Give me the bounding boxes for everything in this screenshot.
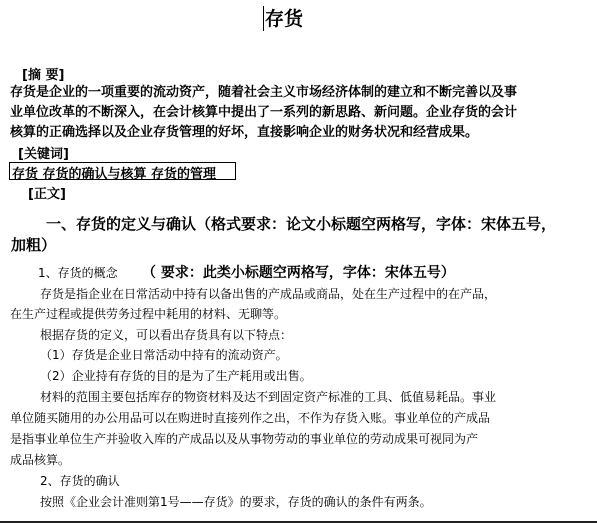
- subheading-requirement: （ 要求：此类小标题空两格写，字体：宋体五号）: [142, 265, 455, 281]
- body-heading: [正文]: [28, 187, 66, 202]
- section-heading-line-2: 加粗）: [11, 236, 57, 254]
- para-line-2: 在生产过程或提供劳务过程中耗用的材料、无聊等。: [10, 307, 287, 321]
- abstract-heading: [摘 要]: [22, 68, 65, 83]
- text-cursor: [263, 6, 264, 31]
- keywords-heading: [关键词]: [18, 147, 69, 162]
- para-line-6: 是指事业单位生产并验收入库的产成品以及从事物劳动的事业单位的劳动成果可视同为产: [10, 432, 479, 446]
- list-item-2: （2）企业持有存货的目的是为了生产耗用或出售。: [40, 369, 312, 383]
- para-line-1: 存货是指企业在日常活动中持有以备出售的产成品或商品，处在生产过程中的在产品，: [40, 287, 497, 301]
- subheading-label: 1、存货的概念: [38, 266, 118, 280]
- section-heading-line-1: 一、存货的定义与确认（格式要求：论文小标题空两格写，字体：宋体五号，: [46, 215, 557, 233]
- abstract-line-3: 核算的正确选择以及企业存货管理的好坏，直接影响企业的财务状况和经营成果。: [10, 125, 479, 140]
- document-title: 存货: [265, 8, 304, 30]
- keywords-text: 存货 存货的确认与核算 存货的管理: [12, 167, 217, 182]
- list-item-1: （1）存货是企业日常活动中持有的流动资产。: [40, 348, 288, 362]
- para-line-8: 按照《企业会计准则第1号——存货》的要求，存货的确认的条件有两条。: [40, 495, 432, 509]
- abstract-line-1: 存货是企业的一项重要的流动资产，随着社会主义市场经济体制的建立和不断完善以及事: [10, 85, 518, 100]
- para-line-4: 材料的范围主要包括库存的物资材料及达不到固定资产标准的工具、低值易耗品。事业: [40, 390, 497, 404]
- para-line-7: 成品核算。: [10, 453, 71, 467]
- para-line-5: 单位随买随用的办公用品可以在购进时直接列作之出，不作为存货入账。事业单位的产成品: [10, 411, 491, 425]
- subheading-2: 2、存货的确认: [40, 474, 120, 488]
- para-line-3: 根据存货的定义，可以看出存货具有以下特点：: [40, 328, 293, 342]
- abstract-line-2: 业单位改革的不断深入，在会计核算中提出了一系列的新思路、新问题。企业存货的会计: [10, 105, 518, 120]
